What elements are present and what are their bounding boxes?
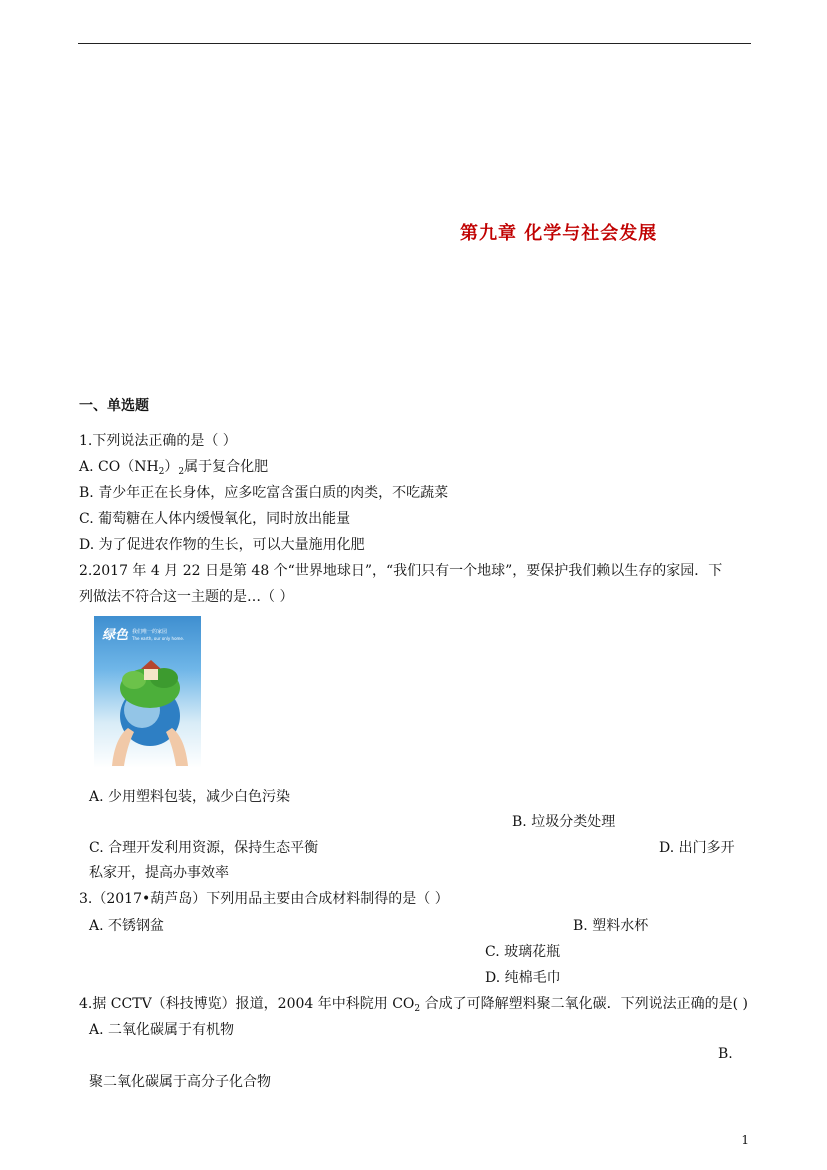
globe-hands-icon [94, 616, 201, 768]
poster-caption-en: The earth, our only home. [132, 636, 185, 641]
q3-stem: 3.（2017•葫芦岛）下列用品主要由合成材料制得的是（ ） [79, 891, 449, 907]
q2-option-b: B. 垃圾分类处理 [512, 814, 616, 830]
section-heading: 一、单选题 [79, 398, 149, 414]
q2-option-c: C. 合理开发利用资源，保持生态平衡 [89, 840, 319, 856]
q1-a-sub2: 2 [178, 467, 185, 477]
q3-option-b: B. 塑料水杯 [573, 918, 649, 934]
q4-stem-pre: 4.据 CCTV（科技博览）报道，2004 年中科院用 CO [79, 996, 415, 1012]
q1-option-a [79, 456, 268, 477]
q1-a-text: A. CO（NH [79, 459, 159, 475]
q3-option-d: D. 纯棉毛巾 [485, 970, 561, 986]
q2-stem-line1: 2.2017 年 4 月 22 日是第 48 个“世界地球日”，“我们只有一个地球”，要保护我们赖以生存的家园．下 [79, 563, 723, 579]
q4-option-a: A. 二氧化碳属于有机物 [89, 1022, 235, 1038]
q1-option-b: B. 青少年正在长身体，应多吃富含蛋白质的肉类，不吃蔬菜 [79, 485, 449, 501]
q2-stem-line2: 列做法不符合这一主题的是…（ ） [79, 589, 294, 605]
q1-a-sub: 2 [158, 467, 165, 477]
q4-stem-post: 合成了可降解塑料聚二氧化碳．下列说法正确的是( ) [420, 996, 748, 1012]
poster-caption: 我们唯一的家园 [132, 629, 168, 635]
q1-option-c: C. 葡萄糖在人体内缓慢氧化，同时放出能量 [79, 511, 351, 527]
page-number: 1 [741, 1133, 749, 1147]
q1-a-mid: ） [164, 459, 179, 475]
chapter-title: 第九章 化学与社会发展 [460, 223, 658, 244]
q1-a-post: 属于复合化肥 [184, 459, 269, 475]
q2-option-a: A. 少用塑料包装，减少白色污染 [89, 789, 291, 805]
earth-poster-image: 绿色 我们唯一的家园 The earth, our only home. [94, 616, 201, 768]
q4-stem [79, 993, 748, 1014]
q3-option-c: C. 玻璃花瓶 [485, 944, 561, 960]
q3-option-a: A. 不锈钢盆 [89, 918, 165, 934]
q4-option-b-text: 聚二氧化碳属于高分子化合物 [89, 1074, 271, 1090]
header-rule [78, 43, 751, 44]
q1-stem: 1.下列说法正确的是（ ） [79, 433, 237, 449]
q1-option-d: D. 为了促进农作物的生长，可以大量施用化肥 [79, 537, 365, 553]
q2-option-d: D. 出门多开 [659, 840, 735, 856]
q4-option-b-label: B. [718, 1046, 733, 1062]
q2-option-d-cont: 私家开，提高办事效率 [89, 865, 229, 881]
q4-stem-sub: 2 [414, 1004, 421, 1014]
